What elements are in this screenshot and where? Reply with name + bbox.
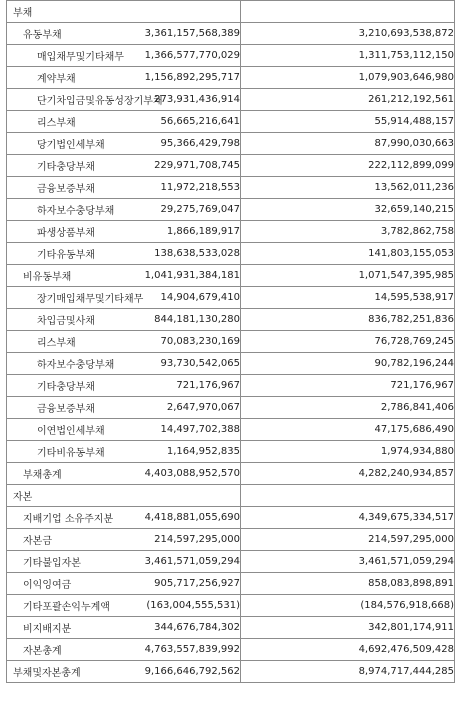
row-label: 기타비유동부채 — [7, 441, 127, 463]
row-label: 비지배지분 — [7, 617, 127, 639]
prior-period-value: 3,782,862,758 — [241, 221, 455, 243]
current-period-value: 1,366,577,770,029 — [127, 45, 241, 67]
current-period-value: 3,361,157,568,389 — [127, 23, 241, 45]
table-row — [7, 419, 455, 441]
current-period-value: 14,497,702,388 — [127, 419, 241, 441]
current-period-value: 1,164,952,835 — [127, 441, 241, 463]
prior-period-value: 141,803,155,053 — [241, 243, 455, 265]
current-period-value: 2,647,970,067 — [127, 397, 241, 419]
prior-period-value: 32,659,140,215 — [241, 199, 455, 221]
row-label: 차입금및사채 — [7, 309, 127, 331]
current-period-value — [127, 1, 241, 23]
row-label: 유동부채 — [7, 23, 127, 45]
row-label: 장기매입채무및기타채무 — [7, 287, 127, 309]
table-row — [7, 133, 455, 155]
table-row — [7, 243, 455, 265]
table-row — [7, 595, 455, 617]
row-label: 자본금 — [7, 529, 127, 551]
row-label: 지배기업 소유주지분 — [7, 507, 127, 529]
table-row — [7, 67, 455, 89]
row-label: 기타유동부채 — [7, 243, 127, 265]
prior-period-value: 8,974,717,444,285 — [241, 661, 455, 683]
prior-period-value: 3,461,571,059,294 — [241, 551, 455, 573]
current-period-value: 1,866,189,917 — [127, 221, 241, 243]
prior-period-value: 90,782,196,244 — [241, 353, 455, 375]
table-row — [7, 463, 455, 485]
current-period-value: 905,717,256,927 — [127, 573, 241, 595]
prior-period-value: 1,974,934,880 — [241, 441, 455, 463]
table-row — [7, 155, 455, 177]
table-row — [7, 1, 455, 23]
prior-period-value: 4,282,240,934,857 — [241, 463, 455, 485]
table-row — [7, 639, 455, 661]
current-period-value: 3,461,571,059,294 — [127, 551, 241, 573]
prior-period-value: 261,212,192,561 — [241, 89, 455, 111]
prior-period-value: 55,914,488,157 — [241, 111, 455, 133]
table-row — [7, 309, 455, 331]
row-label: 자본총계 — [7, 639, 127, 661]
prior-period-value: 4,692,476,509,428 — [241, 639, 455, 661]
prior-period-value — [241, 485, 455, 507]
current-period-value: 93,730,542,065 — [127, 353, 241, 375]
row-label: 부채 — [7, 1, 127, 23]
table-row — [7, 23, 455, 45]
current-period-value: 273,931,436,914 — [127, 89, 241, 111]
current-period-value: 95,366,429,798 — [127, 133, 241, 155]
row-label: 기타포괄손익누계액 — [7, 595, 127, 617]
prior-period-value: 342,801,174,911 — [241, 617, 455, 639]
table-row — [7, 617, 455, 639]
row-label: 하자보수충당부채 — [7, 199, 127, 221]
balance-sheet-table — [6, 0, 455, 683]
row-label: 리스부채 — [7, 331, 127, 353]
current-period-value: 14,904,679,410 — [127, 287, 241, 309]
table-row — [7, 89, 455, 111]
prior-period-value: 721,176,967 — [241, 375, 455, 397]
current-period-value: 138,638,533,028 — [127, 243, 241, 265]
prior-period-value: 1,079,903,646,980 — [241, 67, 455, 89]
current-period-value: 229,971,708,745 — [127, 155, 241, 177]
current-period-value: 4,763,557,839,992 — [127, 639, 241, 661]
table-row — [7, 375, 455, 397]
table-row — [7, 507, 455, 529]
current-period-value: 70,083,230,169 — [127, 331, 241, 353]
prior-period-value: 4,349,675,334,517 — [241, 507, 455, 529]
row-label: 파생상품부채 — [7, 221, 127, 243]
prior-period-value: 14,595,538,917 — [241, 287, 455, 309]
table-row — [7, 265, 455, 287]
row-label: 단기차입금및유동성장기부채 — [7, 89, 127, 111]
current-period-value: 344,676,784,302 — [127, 617, 241, 639]
row-label: 기타충당부채 — [7, 375, 127, 397]
prior-period-value: (184,576,918,668) — [241, 595, 455, 617]
prior-period-value: 87,990,030,663 — [241, 133, 455, 155]
table-row — [7, 441, 455, 463]
prior-period-value: 222,112,899,099 — [241, 155, 455, 177]
table-row — [7, 485, 455, 507]
prior-period-value: 2,786,841,406 — [241, 397, 455, 419]
row-label: 부채및자본총계 — [7, 661, 127, 683]
current-period-value: 1,041,931,384,181 — [127, 265, 241, 287]
row-label: 기타불입자본 — [7, 551, 127, 573]
prior-period-value: 858,083,898,891 — [241, 573, 455, 595]
table-row — [7, 199, 455, 221]
row-label: 비유동부채 — [7, 265, 127, 287]
prior-period-value: 76,728,769,245 — [241, 331, 455, 353]
current-period-value: 4,418,881,055,690 — [127, 507, 241, 529]
current-period-value — [127, 485, 241, 507]
row-label: 리스부채 — [7, 111, 127, 133]
row-label: 자본 — [7, 485, 127, 507]
row-label: 하자보수충당부채 — [7, 353, 127, 375]
table-row — [7, 529, 455, 551]
current-period-value: 56,665,216,641 — [127, 111, 241, 133]
prior-period-value: 1,071,547,395,985 — [241, 265, 455, 287]
current-period-value: (163,004,555,531) — [127, 595, 241, 617]
prior-period-value: 836,782,251,836 — [241, 309, 455, 331]
row-label: 금융보증부채 — [7, 397, 127, 419]
table-row — [7, 45, 455, 67]
row-label: 당기법인세부채 — [7, 133, 127, 155]
row-label: 기타충당부채 — [7, 155, 127, 177]
prior-period-value: 3,210,693,538,872 — [241, 23, 455, 45]
table-row — [7, 661, 455, 683]
row-label: 이익잉여금 — [7, 573, 127, 595]
table-row — [7, 397, 455, 419]
current-period-value: 29,275,769,047 — [127, 199, 241, 221]
table-row — [7, 287, 455, 309]
current-period-value: 9,166,646,792,562 — [127, 661, 241, 683]
prior-period-value: 1,311,753,112,150 — [241, 45, 455, 67]
row-label: 부채총계 — [7, 463, 127, 485]
prior-period-value: 214,597,295,000 — [241, 529, 455, 551]
current-period-value: 721,176,967 — [127, 375, 241, 397]
current-period-value: 214,597,295,000 — [127, 529, 241, 551]
table-row — [7, 551, 455, 573]
current-period-value: 11,972,218,553 — [127, 177, 241, 199]
row-label: 이연법인세부채 — [7, 419, 127, 441]
current-period-value: 4,403,088,952,570 — [127, 463, 241, 485]
table-row — [7, 177, 455, 199]
table-row — [7, 353, 455, 375]
row-label: 금융보증부채 — [7, 177, 127, 199]
current-period-value: 1,156,892,295,717 — [127, 67, 241, 89]
prior-period-value: 47,175,686,490 — [241, 419, 455, 441]
table-row — [7, 221, 455, 243]
table-row — [7, 331, 455, 353]
table-row — [7, 573, 455, 595]
table-row — [7, 111, 455, 133]
row-label: 매입채무및기타채무 — [7, 45, 127, 67]
row-label: 계약부채 — [7, 67, 127, 89]
balance-sheet-rows — [7, 1, 455, 683]
prior-period-value: 13,562,011,236 — [241, 177, 455, 199]
prior-period-value — [241, 1, 455, 23]
current-period-value: 844,181,130,280 — [127, 309, 241, 331]
